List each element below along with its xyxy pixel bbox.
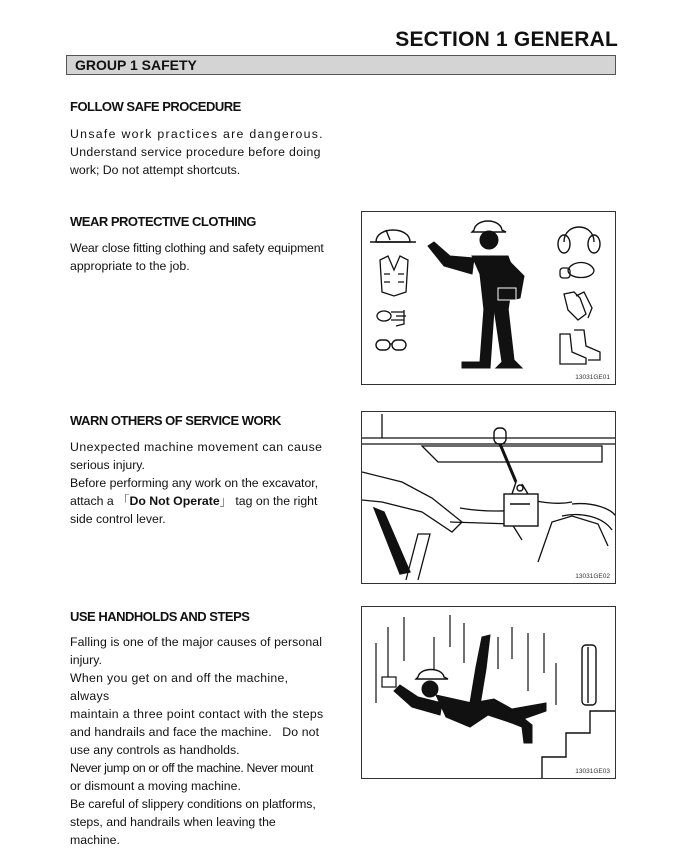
para-line: steps, and handrails when leaving the machine. (70, 815, 276, 847)
group-title-bar (66, 55, 616, 75)
paragraph-wear-protective-clothing (70, 239, 326, 275)
para-line: Be careful of slippery conditions on platforms, (70, 797, 316, 811)
para-line: use any controls as handholds. (70, 743, 240, 757)
para-line: Understand service procedure before doing (70, 145, 321, 159)
group-title: GROUP 1 SAFETY (75, 57, 197, 73)
tag-label: Do Not Operate (129, 494, 220, 508)
respirator-icon (560, 263, 594, 279)
para-line: injury. (70, 653, 102, 667)
tag-prefix: attach a 「 (70, 494, 130, 508)
para-line: appropriate to the job. (70, 259, 190, 273)
ear-muffs-icon (558, 227, 600, 253)
para-line: Wear close fitting clothing and safety equipment (70, 241, 324, 255)
handholds-illustration (362, 607, 616, 779)
figure-code: 13031GE03 (575, 768, 610, 775)
para-line: When you get on and off the machine, always (70, 671, 289, 703)
hard-hat-icon (370, 230, 416, 242)
para-line: or dismount a moving machine. (70, 779, 241, 793)
para-line: and handrails and face the machine. Do not (70, 725, 320, 739)
para-line: Falling is one of the major causes of personal (70, 635, 323, 649)
para-line: Unsafe work practices are dangerous. (70, 127, 324, 141)
section-title: SECTION 1 GENERAL (395, 28, 618, 51)
heading-use-handholds: USE HANDHOLDS AND STEPS (70, 609, 250, 624)
worker-silhouette (428, 221, 524, 368)
figure-protective-clothing (361, 211, 616, 385)
figure-code: 13031GE01 (575, 374, 610, 381)
para-line: maintain a three point contact with the steps (70, 707, 324, 721)
heading-wear-protective-clothing: WEAR PROTECTIVE CLOTHING (70, 214, 256, 229)
paragraph-use-handholds (70, 633, 326, 849)
paragraph-warn-others (70, 438, 326, 528)
control-lever-illustration (362, 412, 616, 584)
para-line: Before performing any work on the excavator, (70, 476, 319, 490)
tag-suffix: 」 tag on the right (219, 494, 318, 508)
ear-plugs-icon (377, 310, 406, 326)
cab-interior-lines (362, 414, 616, 580)
para-line: side control lever. (70, 512, 166, 526)
figure-handholds (361, 606, 616, 779)
heading-follow-safe-procedure: FOLLOW SAFE PROCEDURE (70, 99, 241, 114)
paragraph-follow-safe-procedure (70, 125, 326, 179)
heading-warn-others: WARN OTHERS OF SERVICE WORK (70, 413, 281, 428)
para-line: Never jump on or off the machine. Never mount (70, 761, 314, 775)
figure-code: 13031GE02 (575, 573, 610, 580)
para-line: work; Do not attempt shortcuts. (70, 163, 241, 177)
safety-boots-icon (560, 330, 600, 364)
para-line (70, 492, 326, 510)
para-line: serious injury. (70, 458, 145, 472)
handrail (582, 645, 596, 705)
para-line: Unexpected machine movement can cause (70, 440, 323, 454)
protective-clothing-illustration (362, 212, 616, 385)
gloves-icon (564, 292, 592, 320)
safety-vest-icon (380, 256, 408, 296)
goggles-icon (376, 340, 406, 350)
figure-control-lever (361, 411, 616, 584)
